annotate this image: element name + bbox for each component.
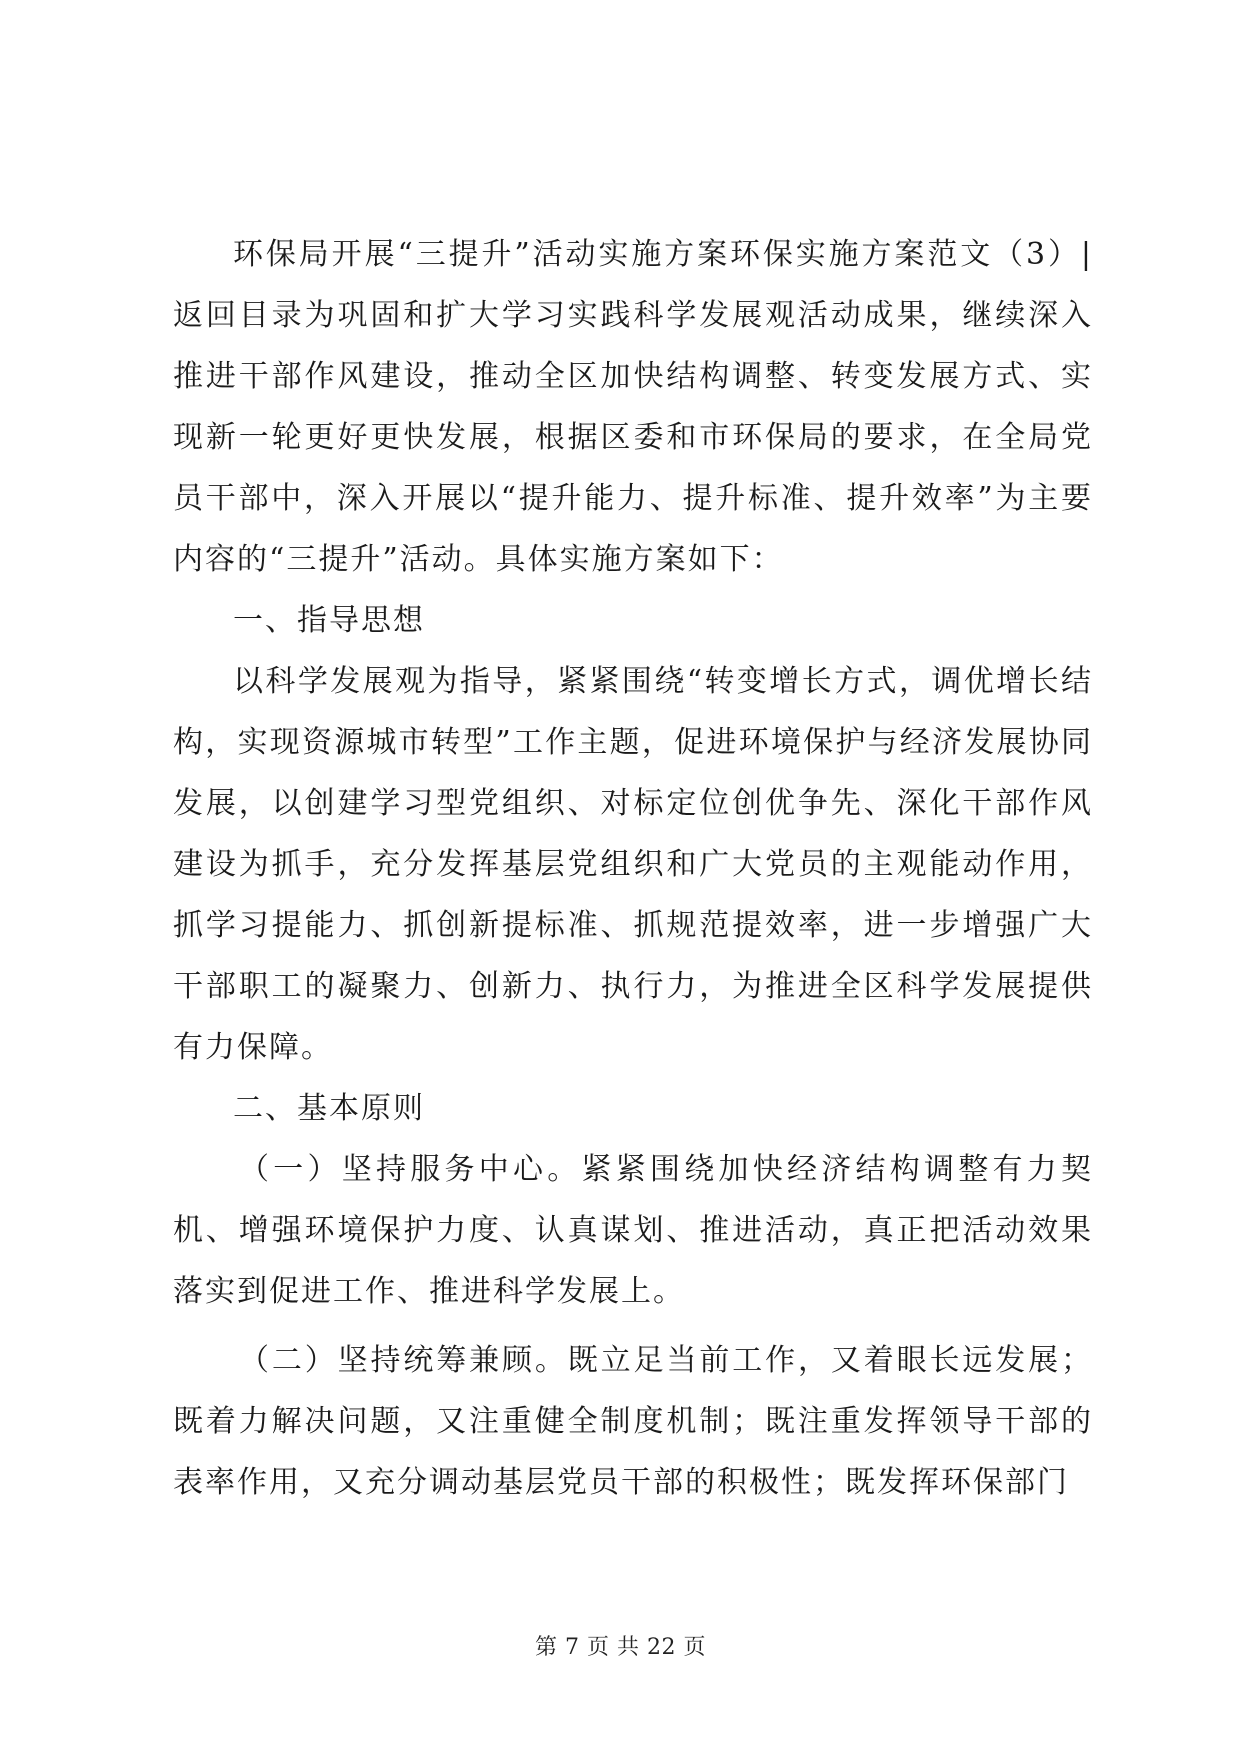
section-heading-guiding-ideology: 一、指导思想 — [233, 603, 425, 638]
section-heading-basic-principles: 二、基本原则 — [233, 1091, 425, 1126]
page-footer — [0, 1630, 1241, 1661]
page-number: 第 7 页 共 22 页 — [535, 1635, 706, 1660]
intro-paragraph: 环保局开展“三提升”活动实施方案环保实施方案范文（3）|返回目录为巩固和扩大学习实践科学发展观活动成果，继续深入推进干部作风建设，推动全区加快结构调整、转变发展方式、实现新一轮更好更快发展，根据区委和市环保局的要求，在全局党员干部中，深入开展以“提升能力、提升标准、提升效率”为主要内容的“三提升”活动。具体实施方案如下： — [173, 237, 1093, 577]
guiding-ideology-paragraph: 以科学发展观为指导，紧紧围绕“转变增长方式，调优增长结构，实现资源城市转型”工作主题，促进环境保护与经济发展协同发展，以创建学习型党组织、对标定位创优争先、深化干部作风建设为抓手，充分发挥基层党组织和广大党员的主观能动作用，抓学习提能力、抓创新提标准、抓规范提效率，进一步增强广大干部职工的凝聚力、创新力、执行力，为推进全区科学发展提供有力保障。 — [173, 664, 1093, 1065]
principle-two-paragraph: （二）坚持统筹兼顾。既立足当前工作，又着眼长远发展；既着力解决问题，又注重健全制度机制；既注重发挥领导干部的表率作用，又充分调动基层党员干部的积极性；既发挥环保部门 — [173, 1343, 1093, 1500]
document-body — [173, 224, 1093, 1513]
principle-one-paragraph: （一）坚持服务中心。紧紧围绕加快经济结构调整有力契机、增强环境保护力度、认真谋划、推进活动，真正把活动效果落实到促进工作、推进科学发展上。 — [173, 1152, 1093, 1309]
